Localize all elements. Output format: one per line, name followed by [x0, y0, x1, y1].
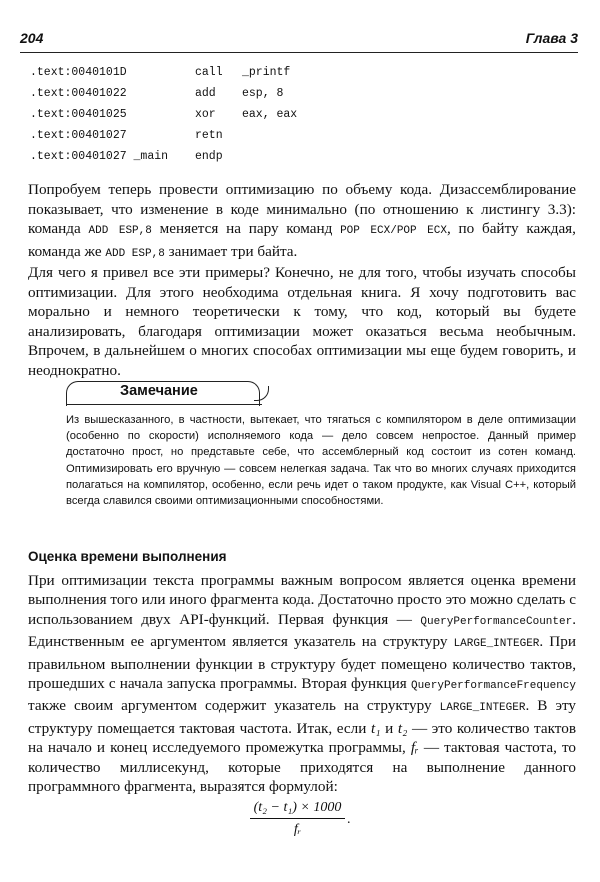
note-title: Замечание [120, 383, 198, 399]
code-line: .text:00401027 _main endp [30, 150, 223, 163]
paragraph-timing: При оптимизации текста программы важным вопросом является оценка времени выполнения того или иного фрагмента кода. Достаточно просто это можно сделать с использованием двух API-функций. Первая функция — QueryPerformanceCounter. Единственным ее аргументом является указатель на структуру LARGE_INTEGER. При правильном выполнении функции в структуру будет помещено количество тактов, прошедших с начала запуска программы. Вторая функция QueryPerformanceFrequency также своим аргументом содержит указатель на структуру LARGE_INTEGER. В эту структуру помещается тактовая частота. Итак, если t₁ и t₂ — это количество тактов на начало и конец исследуемого промежутка программы, fᵣ — тактовая частота, то количество миллисекунд, которые приходятся на выполнение данного программного фрагмента, выразятся формулой: [28, 572, 576, 796]
note-body: Из вышесказанного, в частности, вытекает, что тягаться с компилятором в деле оптимизации (особенно по скорости) исполняемого кода — дело совсем непростое. Данный пример достаточно прост, но представьте себе, что ассемблерный код состоит из сотен команд. Оптимизировать его вручную — совсем нелегкая задача. Так что во многих случаях приходится полагаться на компилятор, особенно, если речь идет о таком продукте, как Visual C++, который всегда славился своими оптимизационными способностями. [66, 414, 576, 508]
timing-formula [250, 800, 370, 838]
formula-numerator: (t₂ − t₁) × 1000 [253, 800, 342, 815]
code-line: .text:00401022 add esp, 8 [30, 87, 284, 100]
code-listing [30, 62, 297, 167]
chapter-label: Глава 3 [525, 30, 578, 46]
code-line: .text:00401027 retn [30, 129, 223, 142]
formula-denominator: fᵣ [293, 822, 302, 837]
formula-period: . [347, 812, 351, 827]
code-line: .text:0040101D call _printf [30, 66, 291, 79]
section-title: Оценка времени выполнения [28, 549, 227, 564]
header-rule [20, 52, 578, 53]
page-header [20, 30, 578, 50]
fraction-bar [250, 818, 345, 819]
note-underline [66, 404, 262, 405]
paragraph-why-examples: Для чего я привел все эти примеры? Конечно, не для того, чтобы изучать способы оптимизации. Для этого необходима отдельная книга. Я хочу подготовить вас морально и немного теоретически к тому, что код, который вы будете анализировать, благодаря оптимизации может оказаться весьма необычным. Впрочем, в дальнейшем о многих способах оптимизации мы еще будем говорить, и неоднократно. [28, 264, 576, 379]
code-line: .text:00401025 xor eax, eax [30, 108, 298, 121]
page-number: 204 [20, 30, 44, 46]
paragraph-optimization-size: Попробуем теперь провести оптимизацию по объему кода. Дизассемблирование показывает, что изменение в коде минимально (по отношению к листингу 3.3): команда ADD ESP,8 меняется на пару команд POP ECX/POP ECX, по байту каждая, команда же ADD ESP,8 занимает три байта. [28, 181, 576, 260]
